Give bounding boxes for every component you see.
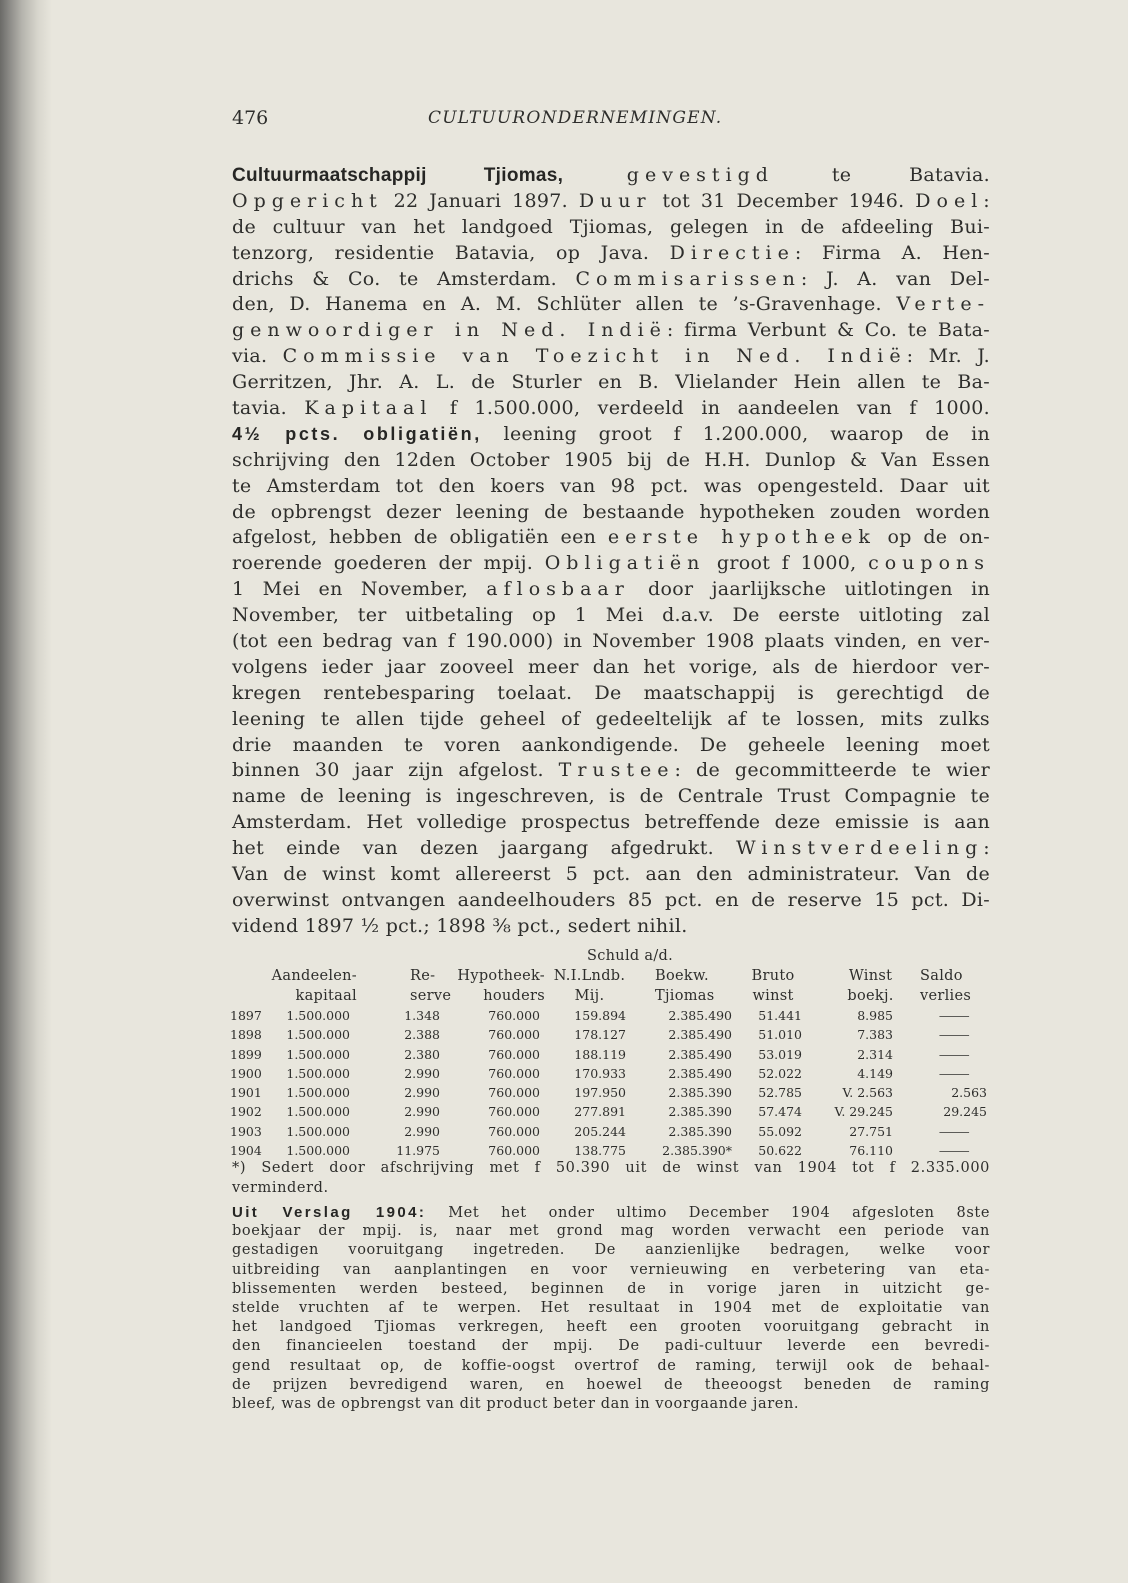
year-cell (228, 1006, 266, 1025)
cell-value: 2.388 (404, 1027, 440, 1043)
cell-value: 4.149 (857, 1065, 894, 1081)
body-line (232, 707, 990, 733)
report-line (232, 1357, 990, 1376)
balance-loss-cell (903, 1045, 990, 1064)
mortgage-holders-header: Hypotheek- (457, 968, 545, 984)
body-line (232, 810, 990, 836)
body-line (232, 551, 990, 577)
profit-booked-cell (808, 1064, 903, 1083)
text-run: blissementen werden besteed, beginnen de in vorige jaren in uitzicht ge- (232, 1280, 990, 1297)
body-line (232, 474, 990, 500)
text-run: Van de winst komt allereerst 5 pct. aan den administrateur. Van de (232, 863, 990, 886)
cell-value: 1.500.000 (286, 1104, 350, 1120)
report-line (232, 1241, 990, 1260)
cell-value: 8.985 (857, 1008, 894, 1023)
text-run: verminderd. (232, 1180, 329, 1196)
text-run: tenzorg, residentie Batavia, op Java. (232, 241, 670, 264)
cell-value: 2.385.490 (668, 1008, 733, 1023)
spaced-emphasis: genwoordiger in Ned. Indië (232, 319, 667, 342)
profit-booked-cell (808, 1006, 903, 1025)
cell-value: 2.380 (404, 1046, 440, 1062)
book-value-cell (633, 1083, 738, 1102)
book-value-header: Boekw. (655, 968, 709, 984)
cell-value: 1903 (230, 1123, 262, 1139)
table-header-spacer (738, 946, 990, 966)
text-run: via. (232, 345, 283, 368)
balance-loss-header: Saldo (920, 968, 963, 984)
body-line (232, 189, 990, 215)
text-run: boekjaar der mpij. is, naar met grond mag worden verwacht een periode van (232, 1223, 990, 1240)
profit-booked-cell (808, 1122, 903, 1141)
profit-booked-cell (808, 1083, 903, 1102)
text-run: de prijzen bevredigend waren, en hoewel de theeoogst beneden de raming (232, 1376, 990, 1393)
body-line (232, 862, 990, 888)
text-run: : de gecommitteerde te wier (674, 759, 990, 782)
cell-value: 52.022 (758, 1065, 803, 1081)
cell-value: 2.385.490 (668, 1046, 733, 1062)
cell-value: 2.990 (404, 1085, 440, 1101)
cell-value: 1.500.000 (286, 1065, 350, 1081)
reserve-cell (358, 1045, 453, 1064)
spaced-emphasis: Winstverdeeling (736, 837, 984, 860)
body-line (232, 733, 990, 759)
share-capital-cell (266, 1083, 358, 1102)
body-line (232, 370, 990, 396)
text-run: tot 31 December 1946. (651, 189, 916, 212)
gross-profit-cell (738, 1122, 808, 1141)
profit-booked-cell (808, 1102, 903, 1121)
text-run: : firma Verbunt & Co. te Bata- (666, 319, 990, 342)
body-line (232, 163, 990, 189)
text-run: drie maanden te voren aankondigende. De geheele leening moet (232, 733, 990, 756)
text-run: overwinst ontvangen aandeelhouders 85 pct. en de reserve 15 pct. Di- (232, 888, 990, 911)
text-run: roerende goederen der mpij. (232, 552, 545, 575)
text-run: de cultuur van het landgoed Tjiomas, gelegen in de afdeeling Bui- (232, 215, 990, 238)
text-run: stelde vruchten af te werpen. Het resultaat in 1904 met de exploitatie van (232, 1299, 990, 1316)
cell-value: 2.314 (857, 1046, 894, 1062)
text-run: door jaarlijksche uitlotingen in (629, 578, 990, 601)
cell-value: 178.127 (574, 1027, 626, 1043)
body-line (232, 318, 990, 344)
cell-value: 1.500.000 (286, 1123, 350, 1139)
cell-value: 55.092 (758, 1123, 803, 1139)
body-line (232, 396, 990, 422)
running-head: CULTUURONDERNEMINGEN. (428, 108, 723, 128)
debt-ni-landbank-cell (546, 1122, 633, 1141)
bold-heading: 4½ pcts. obligatiën, (232, 423, 482, 444)
body-line (232, 836, 990, 862)
cell-value: 170.933 (574, 1065, 626, 1081)
table-row (228, 1122, 990, 1141)
text-run: te Amsterdam tot den koers van 98 pct. was opengesteld. Daar uit (232, 474, 990, 497)
debt-group-header: Schuld a/d. (587, 948, 673, 964)
gross-profit-cell (738, 1006, 808, 1025)
body-line (232, 758, 990, 784)
share-capital-cell (266, 1006, 358, 1025)
bold-heading: Uit Verslag 1904: (232, 1204, 427, 1221)
table-header-row (228, 986, 990, 1006)
year-cell (228, 1083, 266, 1102)
text-run: tavia. (232, 397, 305, 420)
cell-value: 760.000 (488, 1143, 540, 1159)
body-line (232, 422, 990, 448)
mortgage-holders-cell (453, 1083, 546, 1102)
cell-value: 1904 (230, 1143, 262, 1159)
spaced-emphasis: Verte- (896, 293, 990, 316)
share-capital-cell (266, 1102, 358, 1121)
cell-value: 760.000 (488, 1085, 540, 1101)
spaced-emphasis: Commisarissen (575, 267, 801, 290)
table-row (228, 1083, 990, 1102)
cell-value: 57.474 (758, 1104, 803, 1120)
table-header-row (228, 966, 990, 986)
text-run: name de leening is ingeschreven, is de Centrale Trust Compagnie te (232, 785, 990, 808)
debt-ni-landbank-cell (546, 1045, 633, 1064)
cell-value: 1897 (230, 1008, 262, 1023)
report-line (232, 1337, 990, 1356)
footnote-line (232, 1158, 990, 1178)
body-line (232, 344, 990, 370)
text-run: 22 Januari 1897. (382, 189, 579, 212)
spaced-emphasis: Commissie van Toezicht in Ned. Indië (282, 345, 907, 368)
spaced-emphasis: Kapitaal (304, 397, 433, 420)
share-capital-cell (266, 1045, 358, 1064)
table-row (228, 1006, 990, 1025)
reserve-header: serve (410, 988, 452, 1004)
text-run: de opbrengst dezer leening de bestaande hypotheken zouden worden (232, 500, 990, 523)
debt-ni-landbank-cell (546, 1083, 633, 1102)
report-line (232, 1395, 990, 1414)
body-line (232, 267, 990, 293)
financial-table (228, 946, 990, 1160)
body-line (232, 292, 990, 318)
year-header-spacer (228, 966, 266, 986)
cell-value: 277.891 (574, 1104, 626, 1120)
text-run: het einde van dezen jaargang afgedrukt. (232, 837, 737, 860)
cell-value: 1.500.000 (286, 1027, 350, 1043)
mortgage-holders-cell (453, 1064, 546, 1083)
cell-value: 2.990 (404, 1123, 440, 1139)
cell-value: V. 29.245 (834, 1104, 894, 1120)
mortgage-holders-cell (453, 1102, 546, 1121)
text-run: kregen rentebesparing toelaat. De maatschappij is gerechtigd de (232, 681, 990, 704)
gross-profit-cell (738, 1064, 808, 1083)
profit-booked-header: boekj. (847, 988, 894, 1004)
book-value-header: Tjiomas (655, 988, 715, 1004)
mortgage-holders-cell (453, 1045, 546, 1064)
reserve-header: Re- (410, 968, 436, 984)
cell-value: 760.000 (488, 1008, 540, 1023)
balance-loss-cell (903, 1083, 990, 1102)
table-group-header-row (228, 946, 990, 966)
spaced-emphasis: Directie (669, 241, 795, 264)
book-value-cell (633, 1006, 738, 1025)
balance-loss-cell (903, 1025, 990, 1044)
text-run: binnen 30 jaar zijn afgelost. (232, 759, 559, 782)
body-line (232, 525, 990, 551)
cell-value: 760.000 (488, 1027, 540, 1043)
year-cell (228, 1025, 266, 1044)
report-line (232, 1222, 990, 1241)
cell-value: 1900 (230, 1065, 262, 1081)
text-run: uitbreiding van aanplantingen en voor vernieuwing en verbetering van eta- (232, 1261, 990, 1278)
cell-value: 1898 (230, 1027, 262, 1043)
table-body (228, 1006, 990, 1160)
spaced-emphasis: gevestigd (563, 164, 774, 186)
cell-value: 11.975 (396, 1143, 440, 1159)
body-line (232, 215, 990, 241)
text-run: den, D. Hanema en A. M. Schlüter allen te ’s-Gravenhage. (232, 293, 897, 316)
balance-loss-cell (903, 1122, 990, 1141)
text-run: vidend 1897 ½ pct.; 1898 ⅜ pct., sedert nihil. (232, 914, 688, 937)
empty-value-dash: — (938, 1123, 971, 1139)
book-value-cell (633, 1064, 738, 1083)
cell-value: 1.500.000 (286, 1046, 350, 1062)
reserve-cell (358, 1064, 453, 1083)
text-run: bleef, was de opbrengst van dit product beter dan in voorgaande jaren. (232, 1395, 800, 1412)
cell-value: 2.385.390 (668, 1123, 733, 1139)
spaced-emphasis: Opgericht (232, 189, 383, 212)
cell-value: 50.622 (758, 1143, 803, 1159)
text-run: te Batavia. (773, 164, 990, 186)
share-capital-cell (266, 1064, 358, 1083)
share-capital-header: Aandeelen- (271, 968, 357, 984)
text-run: 1 Mei en November, (232, 578, 487, 601)
company-description (232, 163, 990, 940)
report-line (232, 1318, 990, 1337)
cell-value: 76.110 (849, 1143, 894, 1159)
balance-loss-cell (903, 1102, 990, 1121)
balance-loss-header: verlies (920, 988, 972, 1004)
cell-value: 1.500.000 (286, 1085, 350, 1101)
text-run: : J. A. van Del- (800, 267, 991, 290)
cell-value: 760.000 (488, 1046, 540, 1062)
body-line (232, 603, 990, 629)
debt-ni-landbank-header: Mij. (574, 988, 605, 1004)
report-line (232, 1280, 990, 1299)
report-line (232, 1299, 990, 1318)
gross-profit-cell (738, 1045, 808, 1064)
reserve-cell (358, 1006, 453, 1025)
share-capital-cell (266, 1122, 358, 1141)
cell-value: 1.500.000 (286, 1143, 350, 1159)
body-line (232, 577, 990, 603)
cell-value: 138.775 (574, 1143, 626, 1159)
table-row (228, 1045, 990, 1064)
book-value-cell (633, 1102, 738, 1121)
gross-profit-header: winst (752, 988, 794, 1004)
empty-value-dash: — (938, 1046, 971, 1062)
cell-value: 2.385.390* (662, 1143, 733, 1159)
bold-heading: Cultuurmaatschappij Tjiomas, (232, 165, 564, 186)
table-row (228, 1025, 990, 1044)
cell-value: 2.385.390 (668, 1104, 733, 1120)
cell-value: V. 2.563 (842, 1085, 894, 1101)
debt-ni-landbank-cell (546, 1064, 633, 1083)
spaced-emphasis: aflosbaar (486, 578, 630, 601)
table-row (228, 1064, 990, 1083)
debt-ni-landbank-header: N.I.Lndb. (553, 968, 626, 984)
body-line (232, 500, 990, 526)
share-capital-header: kapitaal (295, 988, 357, 1004)
reserve-cell (358, 1102, 453, 1121)
text-run: *) Sedert door afschrijving met f 50.390 uit de winst van 1904 tot f 2.335.000 (232, 1160, 990, 1176)
text-run: November, ter uitbetaling op 1 Mei d.a.v. De eerste uitloting zal (232, 604, 990, 627)
cell-value: 2.990 (404, 1104, 440, 1120)
year-cell (228, 1102, 266, 1121)
profit-booked-cell (808, 1025, 903, 1044)
cell-value: 52.785 (758, 1085, 803, 1101)
empty-value-dash: — (938, 1008, 971, 1023)
cell-value: 27.751 (849, 1123, 894, 1139)
profit-booked-header: Winst (848, 968, 893, 984)
spaced-emphasis: eerste hypotheek (607, 526, 876, 549)
empty-value-dash: — (938, 1143, 971, 1159)
book-value-cell (633, 1025, 738, 1044)
cell-value: 2.990 (404, 1065, 440, 1081)
book-binding-shadow (0, 0, 52, 1583)
gross-profit-cell (738, 1083, 808, 1102)
reserve-cell (358, 1025, 453, 1044)
book-value-cell (633, 1122, 738, 1141)
cell-value: 760.000 (488, 1123, 540, 1139)
body-line (232, 629, 990, 655)
report-line (232, 1203, 990, 1222)
body-line (232, 681, 990, 707)
cell-value: 2.385.490 (668, 1027, 733, 1043)
text-run: leening groot f 1.200.000, waarop de in (481, 422, 990, 445)
cell-value: 1.348 (404, 1008, 440, 1023)
text-run: het landgoed Tjiomas verkregen, heeft een grooten vooruitgang gebracht in (232, 1319, 990, 1336)
debt-ni-landbank-cell (546, 1006, 633, 1025)
spaced-emphasis: Doel (915, 189, 984, 212)
spaced-emphasis: Trustee (558, 759, 675, 782)
cell-value: 53.019 (758, 1046, 803, 1062)
table-row (228, 1102, 990, 1121)
year-cell (228, 1045, 266, 1064)
mortgage-holders-cell (453, 1006, 546, 1025)
mortgage-holders-cell (453, 1122, 546, 1141)
spaced-emphasis: coupons (868, 552, 990, 575)
cell-value: 197.950 (574, 1085, 626, 1101)
text-run: Met het onder ultimo December 1904 afgesloten 8ste (426, 1205, 990, 1221)
body-line (232, 888, 990, 914)
cell-value: 51.441 (758, 1008, 803, 1023)
debt-ni-landbank-cell (546, 1025, 633, 1044)
gross-profit-cell (738, 1102, 808, 1121)
cell-value: 760.000 (488, 1104, 540, 1120)
profit-booked-cell (808, 1045, 903, 1064)
cell-value: 159.894 (574, 1008, 626, 1023)
cell-value: 1902 (230, 1104, 262, 1120)
page-number: 476 (232, 107, 269, 129)
share-capital-cell (266, 1025, 358, 1044)
empty-value-dash: — (938, 1027, 971, 1043)
text-run: Amsterdam. Het volledige prospectus betreffende deze emissie is aan (232, 811, 990, 834)
annual-report-excerpt (232, 1203, 990, 1414)
report-line (232, 1261, 990, 1280)
cell-value: 51.010 (758, 1027, 803, 1043)
cell-value: 205.244 (574, 1123, 626, 1139)
reserve-cell (358, 1083, 453, 1102)
year-header-spacer (228, 986, 266, 1006)
text-run: f 1.500.000, verdeeld in aandeelen van f 1000. (432, 397, 991, 420)
book-value-cell (633, 1045, 738, 1064)
body-line (232, 784, 990, 810)
text-run: drichs & Co. te Amsterdam. (232, 267, 576, 290)
text-run: gestadigen vooruitgang ingetreden. De aanzienlijke bedragen, welke voor (232, 1242, 990, 1259)
text-run: : (983, 837, 990, 860)
cell-value: 2.563 (951, 1085, 988, 1101)
debt-ni-landbank-cell (546, 1102, 633, 1121)
empty-value-dash: — (938, 1065, 971, 1081)
text-run: groot f 1000, (705, 552, 869, 575)
table-footnote (232, 1158, 990, 1198)
spaced-emphasis: Obligatiën (544, 552, 706, 575)
text-run: schrijving den 12den October 1905 bij de H.H. Dunlop & Van Essen (232, 448, 990, 471)
cell-value: 188.119 (574, 1046, 626, 1062)
balance-loss-cell (903, 1006, 990, 1025)
text-run: gend resultaat op, de koffie-oogst overtrof de raming, terwijl ook de behaal- (232, 1357, 990, 1374)
cell-value: 7.383 (857, 1027, 894, 1043)
text-run: volgens ieder jaar zooveel meer dan het vorige, als de hierdoor ver- (232, 655, 990, 678)
text-run: : Mr. J. (906, 345, 990, 368)
year-cell (228, 1122, 266, 1141)
report-line (232, 1376, 990, 1395)
body-line (232, 655, 990, 681)
spaced-emphasis: Duur (578, 189, 652, 212)
reserve-cell (358, 1122, 453, 1141)
text-run: : (983, 189, 990, 212)
text-run: (tot een bedrag van f 190.000) in November 1908 plaats vinden, en ver- (232, 630, 990, 653)
text-run: : Firma A. Hen- (794, 241, 991, 264)
cell-value: 1.500.000 (286, 1008, 350, 1023)
cell-value: 2.385.390 (668, 1085, 733, 1101)
year-cell (228, 1064, 266, 1083)
text-run: den financieelen toestand der mpij. De padi-cultuur leverde een bevredi- (232, 1338, 990, 1355)
text-run: leening te allen tijde geheel of gedeeltelijk af te lossen, mits zulks (232, 707, 990, 730)
text-run: afgelost, hebben de obligatiën een (232, 526, 608, 549)
body-line (232, 448, 990, 474)
gross-profit-cell (738, 1025, 808, 1044)
cell-value: 760.000 (488, 1065, 540, 1081)
body-line (232, 914, 990, 940)
body-line (232, 241, 990, 267)
cell-value: 29.245 (943, 1104, 988, 1120)
mortgage-holders-cell (453, 1025, 546, 1044)
text-run: op de on- (875, 526, 990, 549)
cell-value: 2.385.490 (668, 1065, 733, 1081)
text-run: Gerritzen, Jhr. A. L. de Sturler en B. Vlielander Hein allen te Ba- (232, 371, 990, 394)
gross-profit-header: Bruto (751, 968, 795, 984)
footnote-line (232, 1178, 990, 1198)
mortgage-holders-header: houders (483, 988, 545, 1004)
balance-loss-cell (903, 1064, 990, 1083)
cell-value: 1901 (230, 1085, 262, 1101)
cell-value: 1899 (230, 1046, 262, 1062)
table-header-spacer (228, 946, 546, 966)
